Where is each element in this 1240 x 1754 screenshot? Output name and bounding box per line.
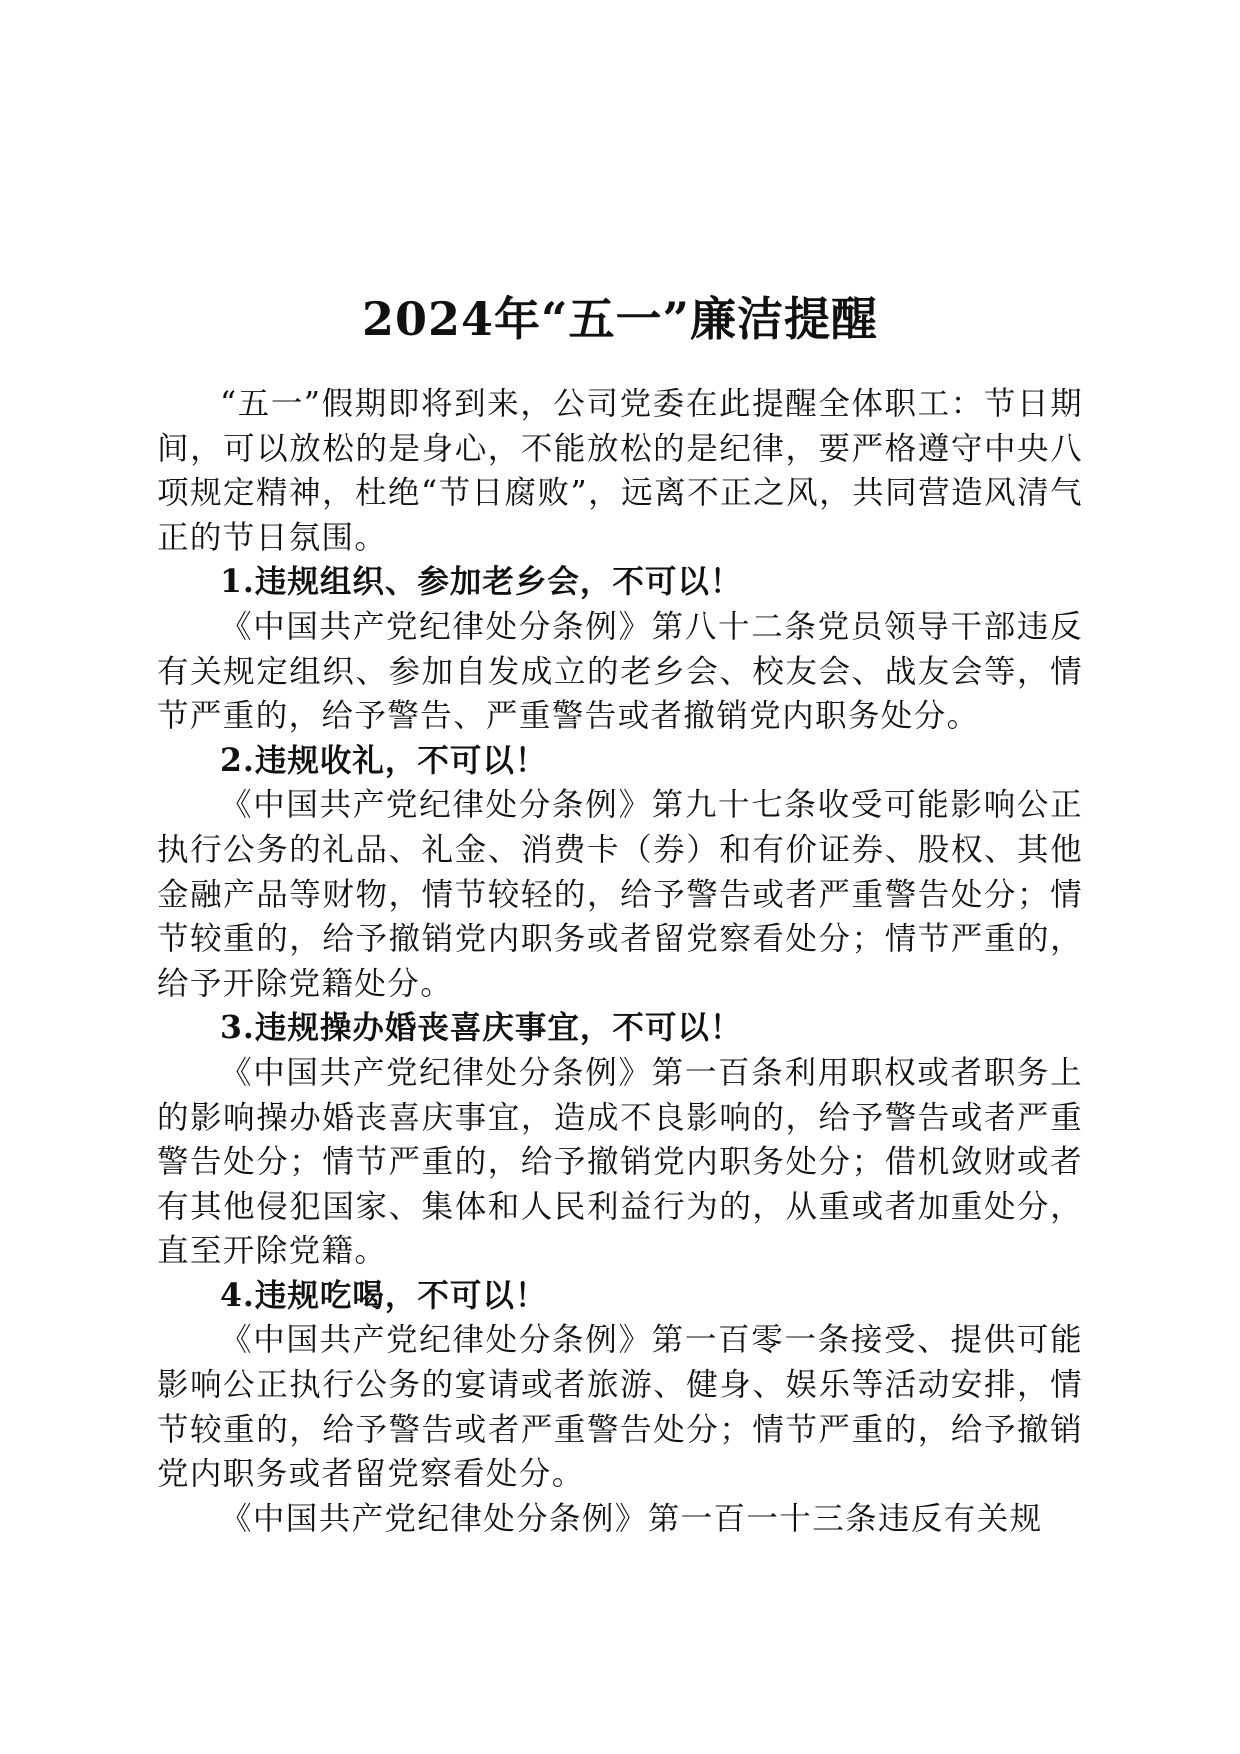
document-body (157, 382, 1083, 1541)
section-heading-4: 4.违规吃喝，不可以！ (220, 1276, 548, 1314)
section-3-paragraph: 《中国共产党纪律处分条例》第一百条利用职权或者职务上的影响操办婚丧喜庆事宜，造成不良影响的，给予警告或者严重警告处分；情节严重的，给予撤销党内职务处分；借机敛财或者有其他侵犯国家、集体和人民利益行为的，从重或者加重处分，直至开除党籍。 (157, 1054, 1083, 1270)
intro-paragraph: “五一”假期即将到来，公司党委在此提醒全体职工：节日期间，可以放松的是身心，不能放松的是纪律，要严格遵守中央八项规定精神，杜绝“节日腐败”，远离不正之风，共同营造风清气正的节日氛围。 (157, 386, 1083, 556)
section-2-paragraph: 《中国共产党纪律处分条例》第九十七条收受可能影响公正执行公务的礼品、礼金、消费卡（券）和有价证券、股权、其他金融产品等财物，情节较轻的，给予警告或者严重警告处分；情节较重的，给予撤销党内职务或者留党察看处分；情节严重的，给予开除党籍处分。 (157, 787, 1083, 1002)
section-heading-1: 1.违规组织、参加老乡会，不可以！ (220, 563, 743, 601)
section-1-paragraph: 《中国共产党纪律处分条例》第八十二条党员领导干部违反有关规定组织、参加自发成立的老乡会、校友会、战友会等，情节严重的，给予警告、严重警告或者撤销党内职务处分。 (157, 608, 1083, 735)
page-title: 2024年“五一”廉洁提醒 (362, 291, 878, 346)
section-heading-3: 3.违规操办婚丧喜庆事宜，不可以！ (220, 1009, 743, 1047)
section-4-paragraph-2: 《中国共产党纪律处分条例》第一百一十三条违反有关规 (220, 1500, 1043, 1537)
section-4-paragraph-1: 《中国共产党纪律处分条例》第一百零一条接受、提供可能影响公正执行公务的宴请或者旅游、健身、娱乐等活动安排，情节较重的，给予警告或者严重警告处分；情节严重的，给予撤销党内职务或者留党察看处分。 (157, 1322, 1083, 1493)
section-heading-2: 2.违规收礼，不可以！ (220, 741, 548, 779)
